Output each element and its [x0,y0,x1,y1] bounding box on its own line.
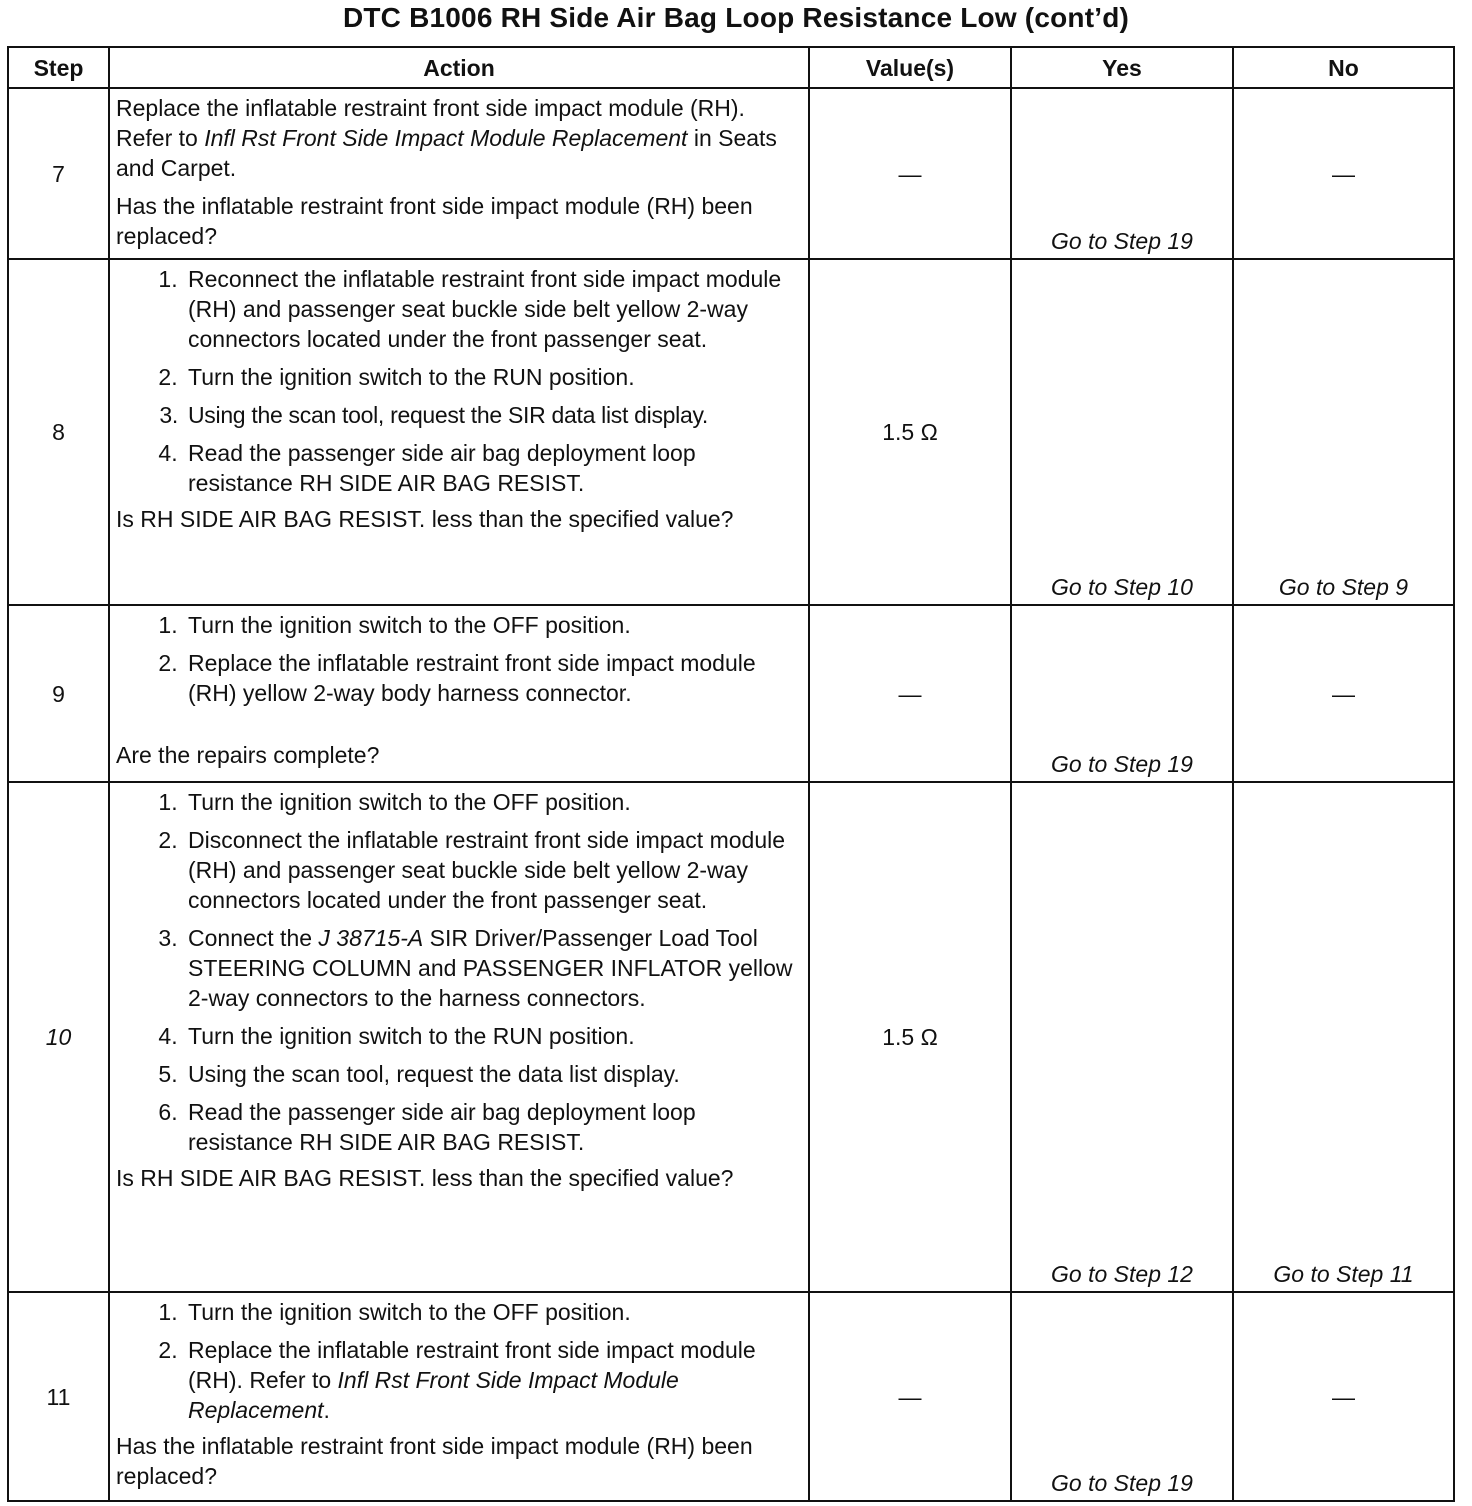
yes-outcome: Go to Step 12 [1011,782,1233,1292]
table-row-step-8 [8,259,1454,605]
tool-reference: J 38715-A [318,925,424,951]
list-item: 2. Replace the inflatable restraint front side impact module (RH). Refer to Infl Rst Front Side Impact Module Replacement. [184,1335,802,1425]
action-cell [109,259,809,605]
value-cell: — [809,88,1011,259]
step-number: 7 [8,88,109,259]
list-item: 4. Read the passenger side air bag deployment loop resistance RH SIDE AIR BAG RESIST. [184,438,802,498]
no-outcome: Go to Step 9 [1233,259,1454,605]
diagnostic-table [7,46,1455,1502]
column-header-yes: Yes [1011,47,1233,88]
no-outcome: — [1233,1292,1454,1501]
list-item: 1. Turn the ignition switch to the OFF position. [184,1297,802,1327]
step-number: 8 [8,259,109,605]
value-cell: 1.5 Ω [809,782,1011,1292]
table-row-step-11 [8,1292,1454,1501]
action-instruction: Replace the inflatable restraint front side impact module (RH). Refer to Infl Rst Front Side Impact Module Replacement in Seats and Carpet. [116,95,777,181]
list-item: 2. Replace the inflatable restraint front side impact module (RH) yellow 2-way body harness connector. [184,648,802,708]
table-row-step-10 [8,782,1454,1292]
yes-outcome: Go to Step 10 [1011,259,1233,605]
header-row [8,47,1454,88]
action-cell [109,88,809,259]
list-item: 5. Using the scan tool, request the data list display. [184,1059,802,1089]
step-number: 9 [8,605,109,782]
action-question: Has the inflatable restraint front side impact module (RH) been replaced? [116,1433,753,1489]
step-number: 10 [8,782,109,1292]
list-item: 3. Using the scan tool, request the SIR data list display. [184,400,802,430]
action-cell [109,1292,809,1501]
action-question: Is RH SIDE AIR BAG RESIST. less than the specified value? [116,1165,734,1191]
yes-outcome: Go to Step 19 [1011,1292,1233,1501]
action-steps-list [116,264,802,498]
column-header-action: Action [109,47,809,88]
list-item: 4. Turn the ignition switch to the RUN position. [184,1021,802,1051]
step-number: 11 [8,1292,109,1501]
action-steps-list [116,787,802,1157]
action-steps-list [116,610,802,708]
table-row-step-7 [8,88,1454,259]
value-cell: 1.5 Ω [809,259,1011,605]
list-item: 1. Turn the ignition switch to the OFF position. [184,787,802,817]
manual-reference: Infl Rst Front Side Impact Module Replacement [188,1367,679,1423]
column-header-no: No [1233,47,1454,88]
column-header-step: Step [8,47,109,88]
yes-outcome: Go to Step 19 [1011,88,1233,259]
action-cell [109,605,809,782]
value-cell: — [809,605,1011,782]
list-item: 2. Disconnect the inflatable restraint front side impact module (RH) and passenger seat buckle side belt yellow 2-way connectors located under the front passenger seat. [184,825,802,915]
list-item: 3. Connect the J 38715-A SIR Driver/Passenger Load Tool STEERING COLUMN and PASSENGER INFLATOR yellow 2-way connectors to the harness connectors. [184,923,802,1013]
action-question: Are the repairs complete? [116,742,380,768]
list-item: 1. Turn the ignition switch to the OFF position. [184,610,802,640]
action-question: Is RH SIDE AIR BAG RESIST. less than the specified value? [116,506,734,532]
list-item: 6. Read the passenger side air bag deployment loop resistance RH SIDE AIR BAG RESIST. [184,1097,802,1157]
action-question: Has the inflatable restraint front side impact module (RH) been replaced? [116,193,753,249]
no-outcome: — [1233,605,1454,782]
list-item: 1. Reconnect the inflatable restraint front side impact module (RH) and passenger seat buckle side belt yellow 2-way connectors located under the front passenger seat. [184,264,802,354]
value-cell: — [809,1292,1011,1501]
action-steps-list [116,1297,802,1425]
no-outcome: Go to Step 11 [1233,782,1454,1292]
no-outcome: — [1233,88,1454,259]
column-header-values: Value(s) [809,47,1011,88]
yes-outcome: Go to Step 19 [1011,605,1233,782]
table-row-step-9 [8,605,1454,782]
action-cell [109,782,809,1292]
list-item: 2. Turn the ignition switch to the RUN position. [184,362,802,392]
page-title: DTC B1006 RH Side Air Bag Loop Resistance Low (cont’d) [342,2,1130,33]
manual-reference: Infl Rst Front Side Impact Module Replacement [204,125,688,151]
